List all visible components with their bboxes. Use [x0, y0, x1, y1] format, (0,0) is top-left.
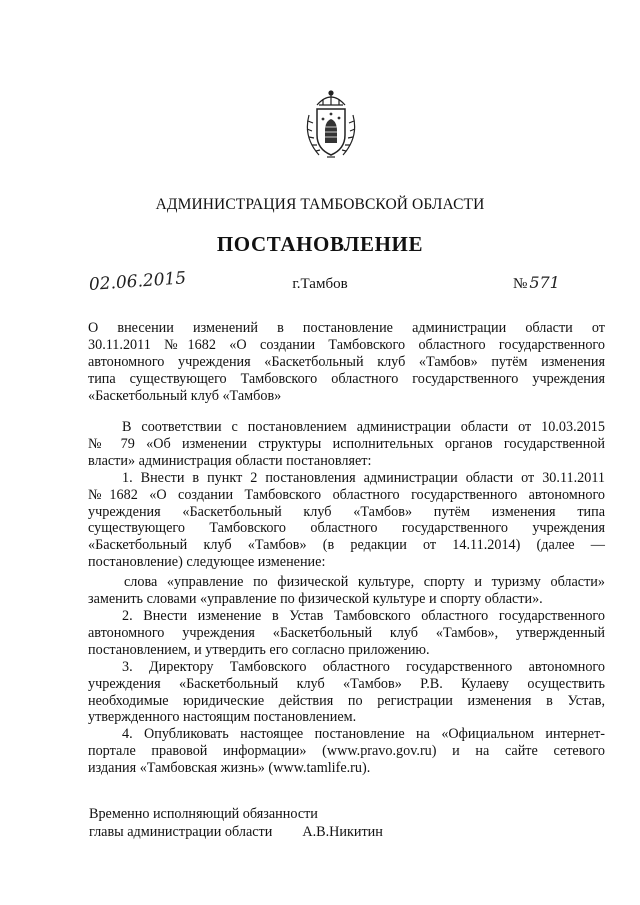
- document-type: ПОСТАНОВЛЕНИЕ: [216, 232, 424, 256]
- item1-line: постановление) следующее изменение:: [88, 554, 326, 571]
- authority-title: АДМИНИСТРАЦИЯ ТАМБОВСКОЙ ОБЛАСТИ: [155, 196, 485, 213]
- item4-line: 4. Опубликовать настоящее постановление на «Официальном интернет-: [122, 726, 605, 743]
- signatory-title-line1: Временно исполняющий обязанности: [89, 806, 318, 822]
- subject-line: О внесении изменений в постановление администрации области от: [88, 320, 605, 336]
- item1-change-line: заменить словами «управление по физической культуре и спорту области».: [88, 591, 543, 608]
- item4-line: издания «Тамбовская жизнь» (www.tamlife.ru).: [88, 760, 371, 777]
- item1-line: учреждения «Баскетбольный клуб «Тамбов» путём изменения типа: [88, 503, 605, 520]
- preamble-line: власти» администрация области постановляет:: [88, 452, 372, 469]
- item1-line: №1682 «О создании Тамбовского областного государственного автономного: [88, 486, 605, 503]
- city: г.Тамбов: [292, 276, 348, 292]
- subject-block: [88, 320, 605, 405]
- item3-line: 3. Директору Тамбовского областного государственного автономного: [122, 658, 605, 675]
- signatory-title: главы администрации области: [89, 824, 273, 840]
- item1-line: «Баскетбольный клуб «Тамбов» (в редакции от 14.11.2014) (далее —: [88, 537, 605, 554]
- item2-line: постановлением, и утвердить его согласно приложению.: [88, 641, 430, 658]
- subject-line: типа существующего Тамбовского областного государственного учреждения: [88, 370, 605, 387]
- signatory-name: А.В.Никитин: [302, 824, 383, 840]
- signature-block: [89, 805, 383, 841]
- item3-line: учреждения «Баскетбольный клуб «Тамбов» Р.В. Кулаеву осуществить: [88, 675, 605, 692]
- item1-change-line: слова «управление по физической культуре, спорту и туризму области»: [124, 574, 605, 591]
- subject-line: «Баскетбольный клуб «Тамбов»: [88, 387, 282, 404]
- document-number: [513, 273, 560, 293]
- subject-line: автономного учреждения «Баскетбольный клуб «Тамбов» путём изменения: [88, 353, 605, 370]
- subject-line: 30.11.2011 №1682 «О создании Тамбовского областного государственного: [88, 336, 605, 353]
- item4-line: портале правовой информации» (www.pravo.gov.ru) и на сайте сетевого: [88, 743, 605, 760]
- handwritten-number: 571: [529, 273, 560, 292]
- item1-line: существующего Тамбовского областного государственного учреждения: [88, 520, 605, 537]
- item2-line: автономного учреждения «Баскетбольный клуб «Тамбов», утвержденный: [88, 624, 605, 641]
- preamble-line: В соответствии с постановлением администрации области от 10.03.2015: [122, 419, 605, 435]
- item3-line: утвержденного настоящим постановлением.: [88, 709, 357, 726]
- body-block: [88, 419, 605, 777]
- item1-line: 1. Внести в пункт 2 постановления администрации области от 30.11.2011: [122, 469, 605, 486]
- signatory-title-line2: [89, 823, 383, 841]
- tambov-coat-of-arms-icon: [299, 85, 363, 163]
- preamble-line: № 79 «Об изменении структуры исполнительных органов государственной: [88, 435, 605, 452]
- handwritten-date: 02.06.2015: [88, 268, 187, 295]
- item2-line: 2. Внести изменение в Устав Тамбовского областного государственного: [122, 607, 605, 624]
- number-sign: №: [513, 276, 528, 292]
- item3-line: необходимые юридические действия по регистрации изменения в Устав,: [88, 692, 605, 709]
